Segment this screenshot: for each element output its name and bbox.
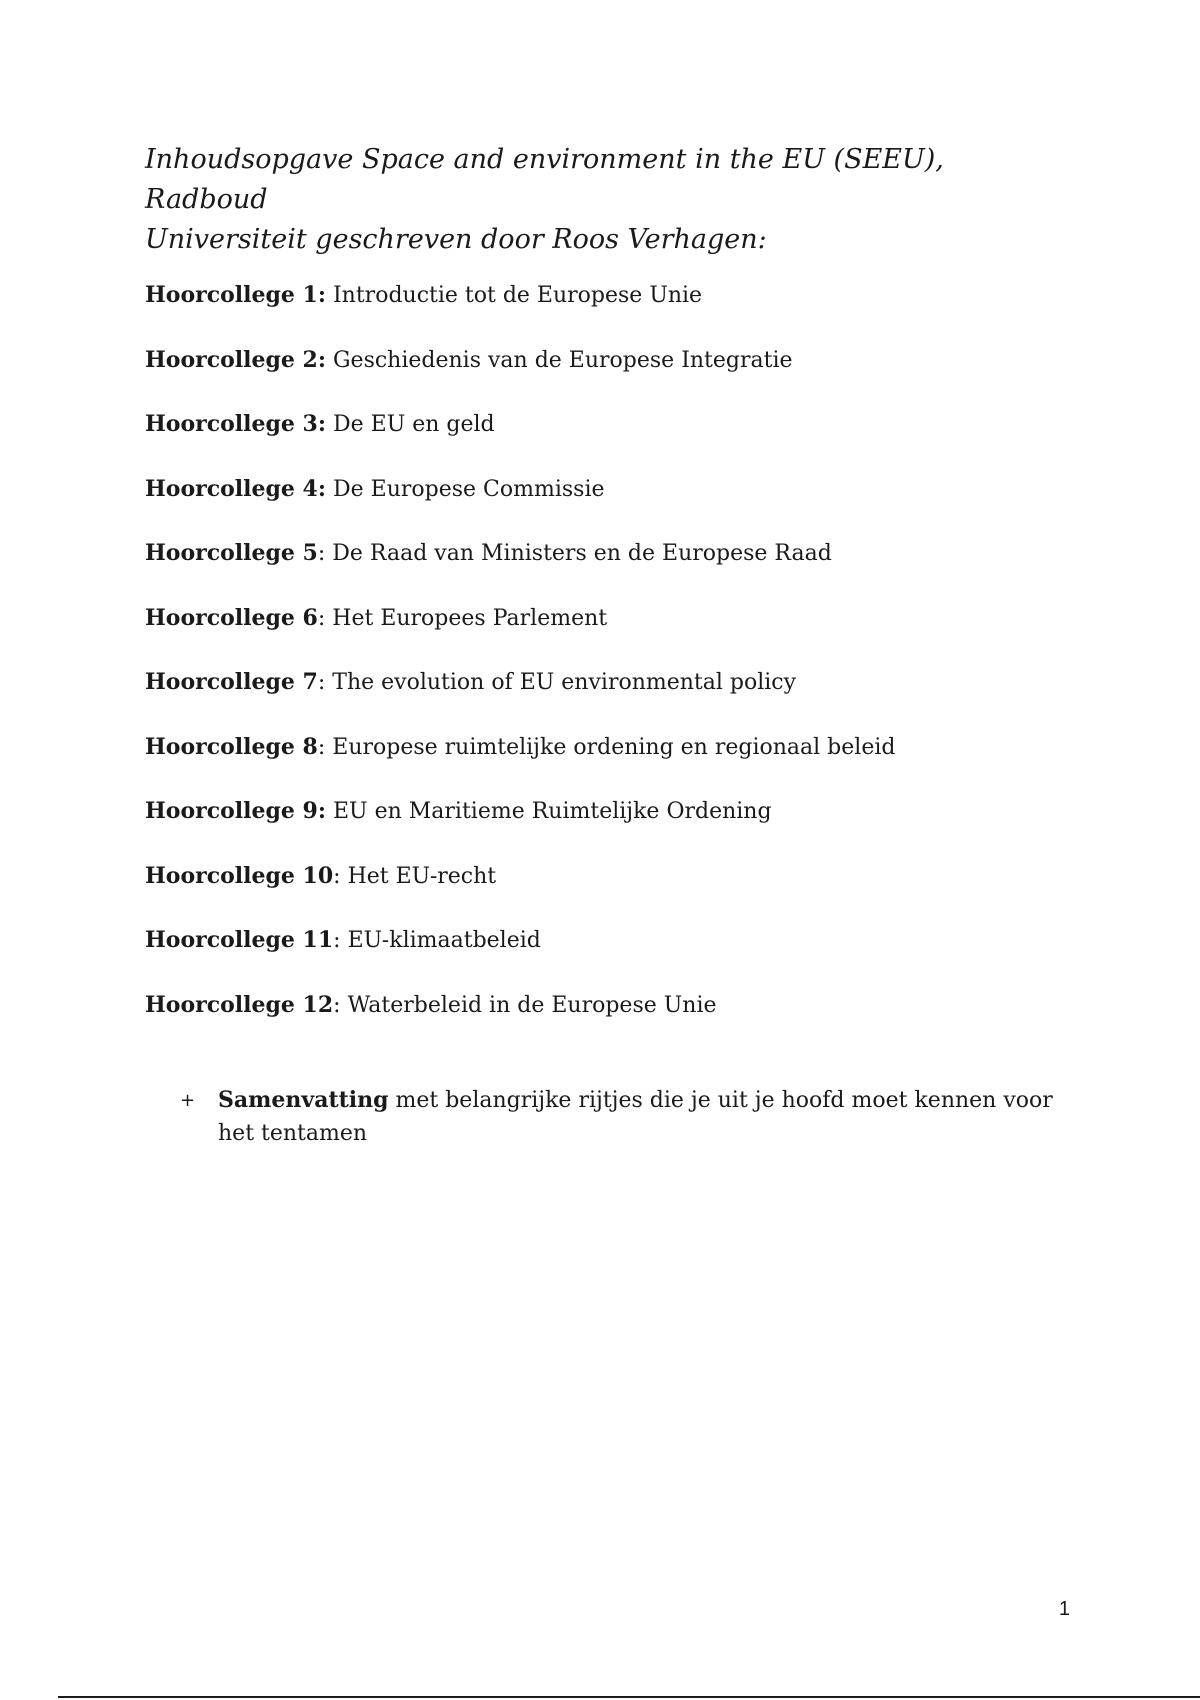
toc-topic: De Raad van Ministers en de Europese Raad (325, 541, 832, 566)
summary-bold-label: Samenvatting (218, 1087, 389, 1113)
toc-lecture: Hoorcollege 6 (145, 604, 318, 631)
toc-item-2 (145, 345, 1095, 410)
toc-topic: Het Europees Parlement (325, 605, 608, 631)
table-of-contents (145, 280, 1095, 1054)
toc-separator: : (333, 863, 341, 889)
toc-topic: The evolution of EU environmental policy (325, 670, 797, 695)
toc-lecture: Hoorcollege 12 (145, 991, 334, 1018)
toc-lecture: Hoorcollege 9: (145, 798, 326, 824)
toc-item-3 (145, 409, 1095, 474)
toc-separator: : (317, 670, 326, 695)
title-line-1: Inhoudsopgave Space and environment in the EU (SEEU), Radboud (145, 144, 944, 215)
toc-separator: : (333, 928, 341, 953)
toc-item-4 (145, 474, 1095, 539)
toc-item-7 (145, 667, 1095, 732)
toc-item-9 (145, 796, 1095, 861)
toc-topic: De Europese Commissie (325, 476, 605, 502)
toc-lecture: Hoorcollege 11 (145, 927, 334, 953)
toc-separator: : (317, 541, 326, 566)
page-number: 1 (1058, 1598, 1070, 1620)
plus-bullet-icon: + (180, 1090, 196, 1111)
toc-lecture: Hoorcollege 10 (145, 862, 334, 889)
toc-topic: Introductie tot de Europese Unie (325, 283, 703, 308)
toc-separator: : (333, 992, 341, 1018)
toc-separator: : (317, 734, 326, 760)
toc-topic: Het EU-recht (340, 863, 497, 889)
toc-lecture: Hoorcollege 8 (145, 733, 318, 760)
toc-lecture: Hoorcollege 2: (145, 346, 326, 373)
toc-lecture: Hoorcollege 3: (145, 411, 326, 437)
toc-topic: Geschiedenis van de Europese Integratie (325, 347, 793, 373)
toc-topic: EU en Maritieme Ruimtelijke Ordening (325, 799, 772, 824)
toc-topic: Europese ruimtelijke ordening en regionaal beleid (325, 734, 896, 760)
title-line-2: Universiteit geschreven door Roos Verhagen: (145, 224, 767, 255)
page-bottom-divider (58, 1696, 1200, 1698)
toc-lecture: Hoorcollege 1: (145, 282, 326, 308)
toc-topic: Waterbeleid in de Europese Unie (340, 992, 717, 1018)
toc-lecture: Hoorcollege 4: (145, 475, 326, 502)
summary-text (218, 1084, 1060, 1150)
summary-description: met belangrijke rijtjes die je uit je hoofd moet kennen voor het tentamen (218, 1088, 1053, 1146)
toc-lecture: Hoorcollege 7 (145, 669, 318, 695)
toc-separator: : (317, 605, 326, 631)
toc-item-10 (145, 861, 1095, 926)
toc-item-5 (145, 538, 1095, 603)
toc-item-6 (145, 603, 1095, 668)
document-title (145, 140, 1045, 260)
toc-topic: De EU en geld (325, 412, 495, 437)
toc-lecture: Hoorcollege 5 (145, 540, 318, 566)
toc-item-8 (145, 732, 1095, 797)
toc-item-12 (145, 990, 1095, 1055)
toc-item-11 (145, 925, 1095, 990)
summary-bullet-item (180, 1084, 1060, 1150)
toc-topic: EU-klimaatbeleid (340, 928, 541, 953)
toc-item-1 (145, 280, 1095, 345)
